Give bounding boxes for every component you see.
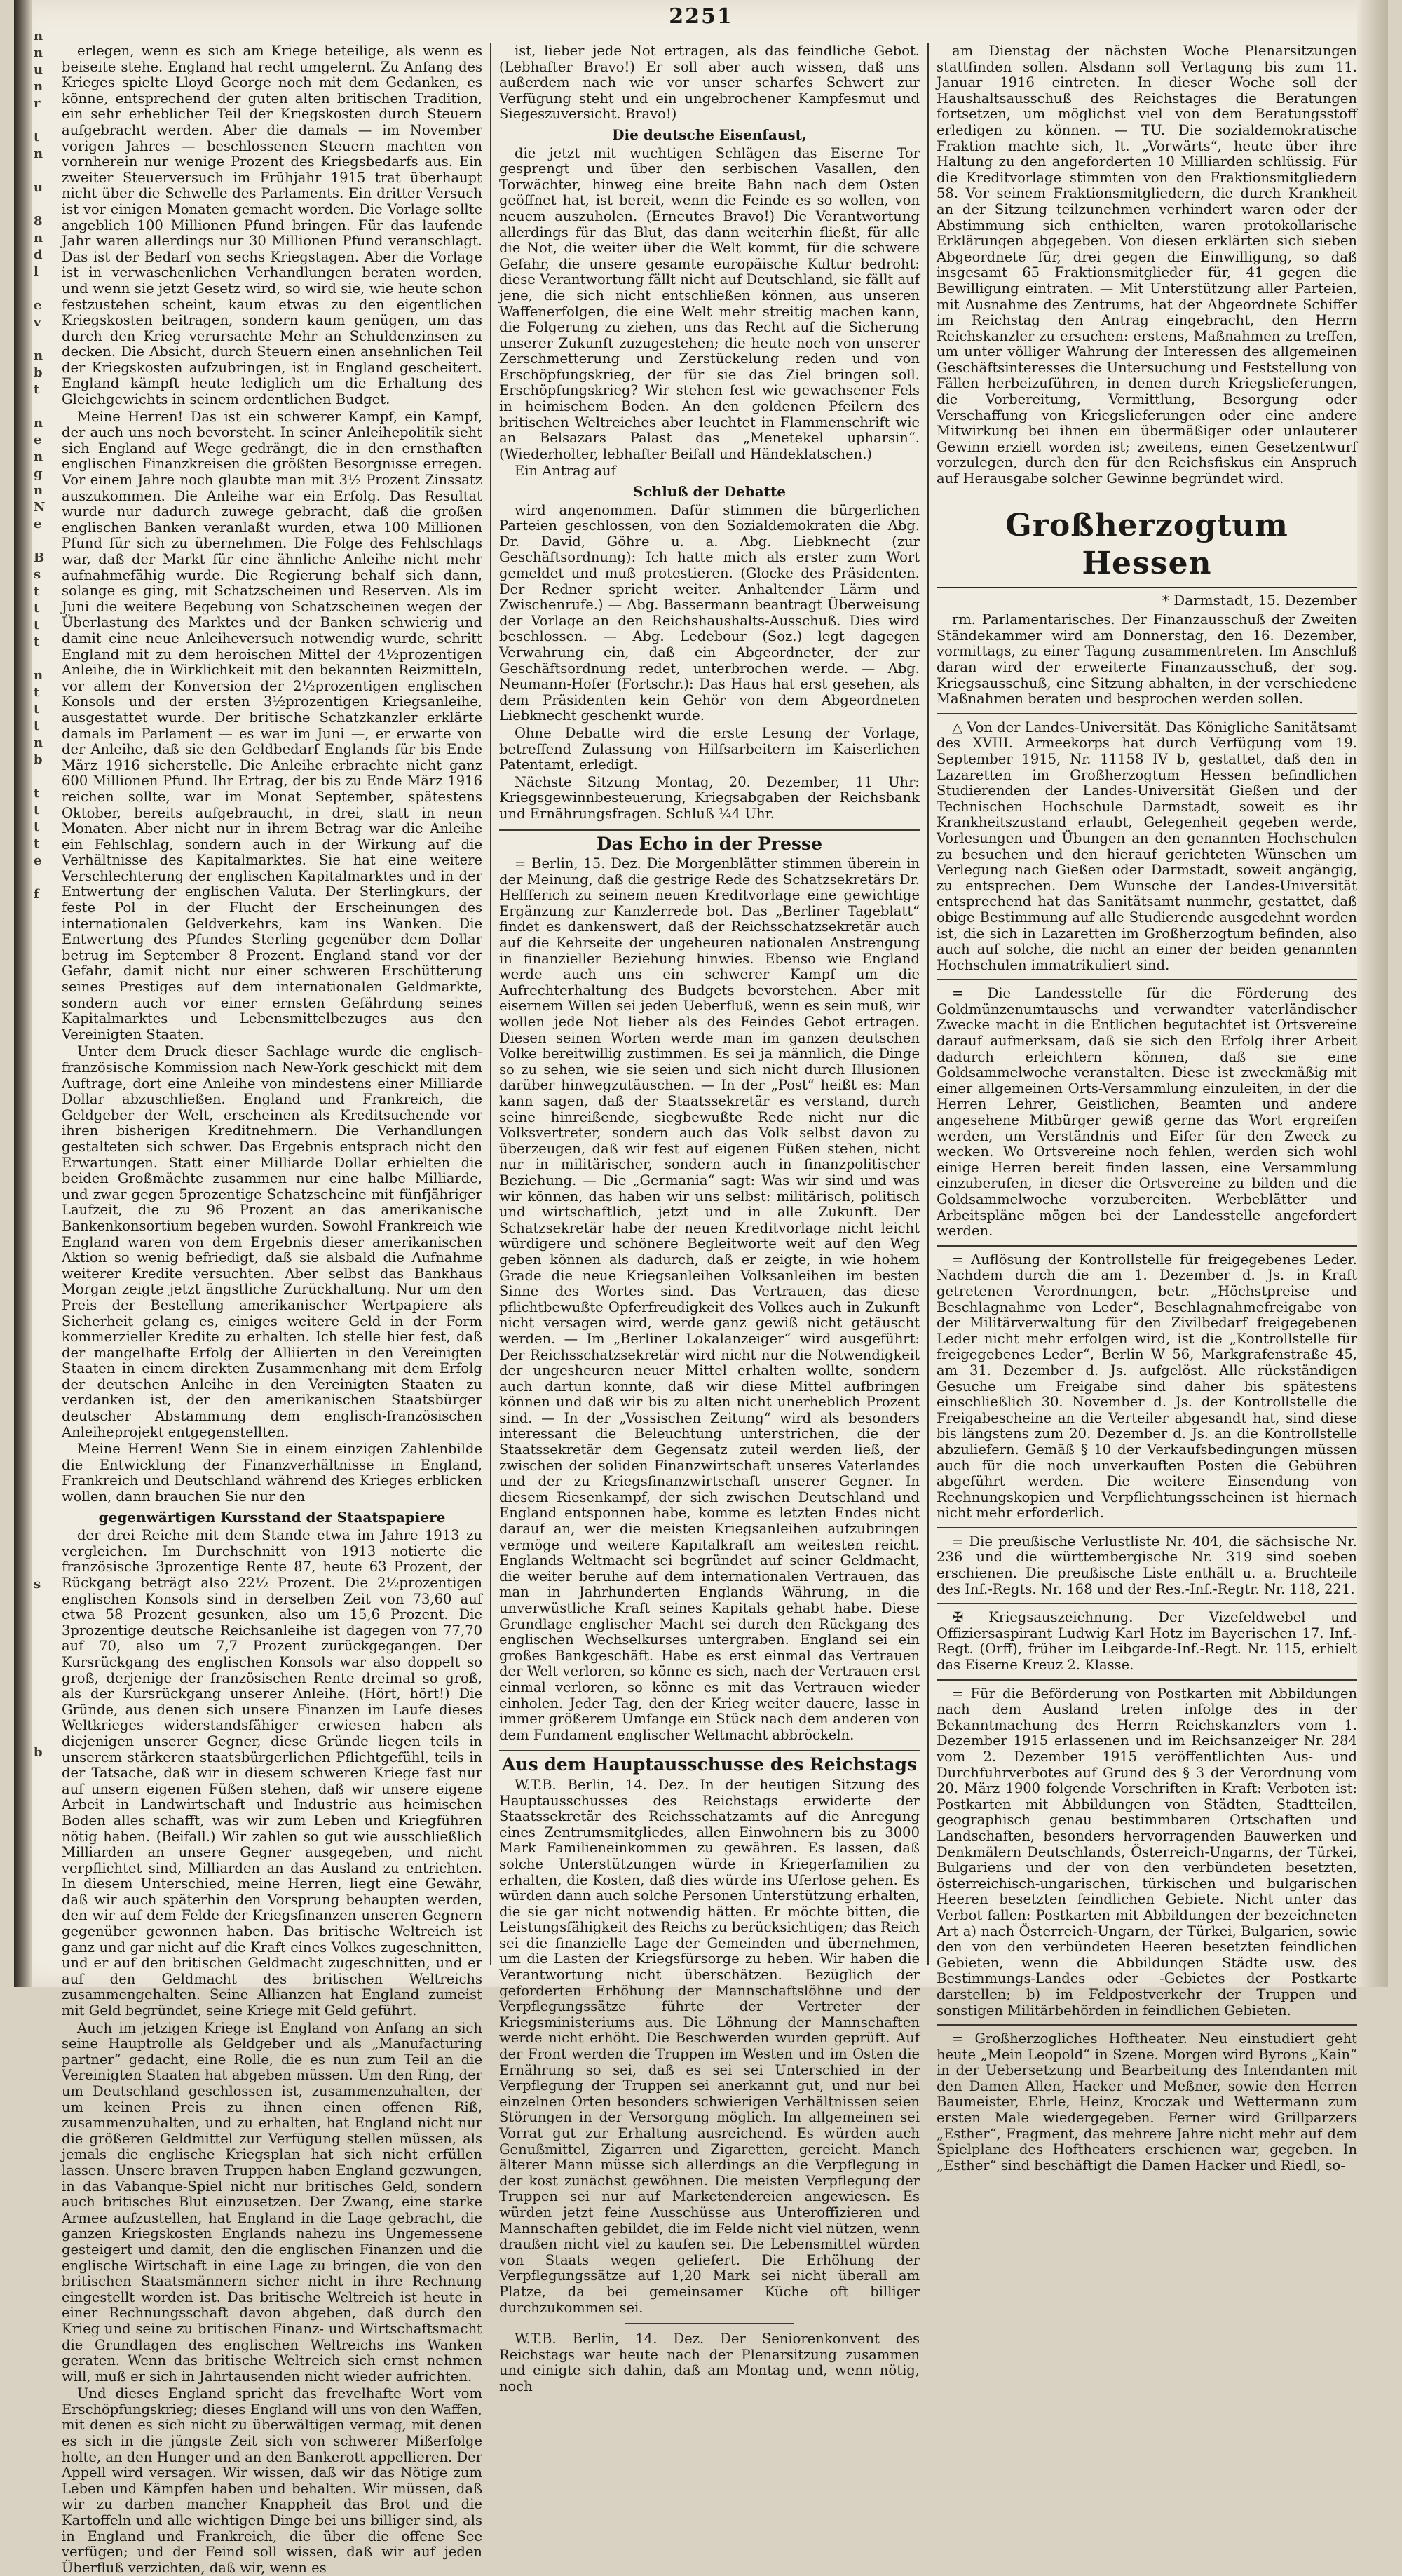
newspaper-page bbox=[14, 0, 1388, 2576]
column-1 bbox=[62, 43, 482, 2576]
paragraph: = Berlin, 15. Dez. Die Morgenblätter stimmen überein in der Meinung, daß die gestrige Rede des Schatzsekretärs Dr. Helfferich zu seinem neuen Kreditvorlage eine gewichtige Ergänzung zur Kanzlerrede bot. Das „Berliner Tageblatt“ findet es dankenswert, daß der Reichsschatzsekretär auch auf die Kehrseite der ungeheuren nationalen Anstrengung in finanzieller Beziehung hinwies. Ebenso wie England werde auch uns ein schwerer Kampf um die Aufrechterhaltung des Budgets bevorstehen. Aber mit eisernem Willen sei jeden Ueberfluß, wenn es sein muß, wir wollen jede Not lieber als des Feindes Gebot ertragen. Diesen seinen Worten werde man im ganzen deutschen Volke bereitwillig zustimmen. Es sei ja männlich, die Dinge so zu sehen, wie sie seien und sich nicht durch Illusionen darüber hinwegzutäuschen. — In der „Post“ heißt es: Man kann sagen, daß der Staatssekretär es verstand, durch seine hinreißende, siegbewußte Rede nicht nur die Volksvertreter, sondern auch das Volk selbst davon zu überzeugen, daß wir fest auf eigenen Füßen stehen, nicht nur in militärischer, sondern auch in finanzpolitischer Beziehung. — Die „Germania“ sagt: Was wir sind und was wir können, das haben wir uns selbst: militärisch, politisch und wirtschaftlich, jetzt und in alle Zukunft. Der Schatzsekretär habe der neuen Kreditvorlage nicht leicht würdigere und schönere Begleitworte weit auf den Weg geben können als dadurch, daß er zeigte, in wie hohem Grade die neue Kriegsanleihen Volksanleihen im besten Sinne des Wortes sind. Das Vertrauen, das diese pflichtbewußte Opferfreudigkeit des Volkes auch in Zukunft nicht versagen wird, werde ganz gewiß nicht getäuscht werden. — Im „Berliner Lokalanzeiger“ wird ausgeführt: Der Reichsschatzsekretär wird nicht nur die Notwendigkeit der ungesheuren neuer Mittel erhalten wollte, sondern auch dartun konnte, daß wir diese Mittel aufbringen können und daß wir bis zu alten nicht unerheblich Prozent sind. — In der „Vossischen Zeitung“ wird als besonders interessant die Beleuchtung unterstrichen, die der Staatssekretär dem Gegensatz zuteil werden ließ, der zwischen der soliden Finanzwirtschaft unseres Vaterlandes und der zu Kriegsfinanzwirtschaft unserer Gegner. In diesem Riesenkampf, der sich zwischen Deutschland und England entsponnen habe, komme es letzten Endes nicht darauf an, wer die meisten Kriegsanleihen aufzubringen vermöge und weitere Kapitalkraft am weitesten reicht. Englands Weltmacht sei begründet auf seiner Geldmacht, die weiter beruhe auf dem internationalen Vertrauen, das man in Jahrhunderten Englands Währung, in die unverwüstliche Kraft seines Kapitals gehabt habe. Diese Grundlage englischer Macht sei durch den Rückgang des englischen Wechselkurses untergraben. England sei ein großes Bankgeschäft. Habe es erst einmal das Vertrauen der Welt verloren, so könne es sich, nach der Vertrauen erst einmal verloren, so könne es mit das Vertrauen wieder einholen. Jeder Tag, den der Krieg weiter dauere, lasse in immer größerem Umfange ein Stück nach dem anderen von dem Fundament englischer Weltmacht abbröckeln. bbox=[499, 855, 920, 1743]
paragraph: rm. Parlamentarisches. Der Finanzausschuß der Zweiten Ständekammer wird am Donnerstag, den 16. Dezember, vormittags, zu einer Tagung zusammentreten. Im Anschluß daran wird der erweiterte Finanzausschuß, der sog. Kriegsausschuß, eine Sitzung abhalten, in der verschiedene Maßnahmen beraten und besprochen werden sollen. bbox=[937, 611, 1357, 707]
paragraph: = Die Landesstelle für die Förderung des Goldmünzenumtauschs und verwandter vaterländischer Zwecke macht in die Entlichen begutachtet ist Ortsvereine darauf aufmerksam, daß sie sich den Erfolg ihrer Arbeit dadurch erleichtern können, daß sie eine Goldsammelwoche veranstalten. Diese ist zweckmäßig mit einer allgemeinen Orts-Versammlung einzuleiten, in der die Herren Lehrer, Geistlichen, Beamten und andere angesehene Mitbürger gewiß gerne das Wort ergreifen werden, um Verständnis und Eifer für den Zweck zu wecken. Wo Ortsvereine noch fehlen, werden sich wohl einige Herren bereit finden lassen, eine Versammlung einzuberufen, in dieser die Ortsvereine zu bilden und die Goldsammelwoche vorzubereiten. Werbeblätter und Arbeitspläne mögen bei der Landesstelle angefordert werden. bbox=[937, 985, 1357, 1240]
divider bbox=[937, 1679, 1357, 1681]
paragraph: = Für die Beförderung von Postkarten mit Abbildungen nach dem Ausland treten infolge des in der Bekanntmachung des Herrn Reichskanzlers vom 1. Dezember 1915 erlassenen und im Reichsanzeiger Nr. 284 vom 2. Dezember 1915 veröffentlichten Aus- und Durchfuhrverbotes auf Grund des § 3 der Verordnung vom 20. März 1900 folgende Vorschriften in Kraft: Verboten ist: Postkarten mit Abbildungen von Städten, Stadtteilen, geographisch genau bestimmbaren Ortschaften und Landschaften, besonders hervorragenden Bauwerken und Denkmälern Deutschlands, Österreich-Ungarns, der Türkei, Bulgariens und der von den verbündeten besetzten, österreichisch-ungarischen, türkischen und bulgarischen Heeren besetzten feindlichen Gebiete. Nicht unter das Verbot fallen: Postkarten mit Abbildungen der bezeichneten Art a) nach Österreich-Ungarn, der Türkei, Bulgarien, sowie den von den verbündeten Heeren besetzten feindlichen Gebieten, wenn die Abbildungen Städte usw. des Bestimmungs-Landes oder -Gebietes der Postkarte darstellen; b) im Feldpostverkehr der Truppen und sonstigen Militärbehörden in feindlichen Gebieten. bbox=[937, 1685, 1357, 2019]
paragraph: = Die preußische Verlustliste Nr. 404, die sächsische Nr. 236 und die württembergische Nr. 319 sind soeben erschienen. Die preußische Liste enthält u. a. Bruchteile des Inf.-Regts. Nr. 168 und der Res.-Inf.-Regtr. Nr. 118, 221. bbox=[937, 1533, 1357, 1597]
paragraph: ist, lieber jede Not ertragen, als das feindliche Gebot. (Lebhafter Bravo!) Er soll aber auch wissen, daß uns außerdem nach wie vor unser scharfes Schwert zur Verfügung steht und ein ungebrochener Kampfesmut und Siegeszuversicht. Bravo!) bbox=[499, 43, 920, 123]
paragraph: wird angenommen. Dafür stimmen die bürgerlichen Parteien geschlossen, von den Sozialdemokraten die Abg. Dr. David, Göhre u. a. Abg. Liebknecht (zur Geschäftsordnung): Ich hatte mich als erster zum Wort gemeldet und muß protestieren. (Glocke des Präsidenten. Der Redner spricht weiter. Anhaltender Lärm und Zwischenrufe.) — Abg. Bassermann beantragt Überweisung der Vorlage an den Reichshaushalts-Ausschuß. Dies wird beschlossen. — Abg. Ledebour (Soz.) legt dagegen Verwahrung ein, daß ein Abgeordneter, der zur Geschäftsordnung redet, unterbrochen werde. — Abg. Neumann-Hofer (Fortschr.): Das Haus hat erst gesehen, als dem Präsidenten kein Gehör von dem Abgeordneten Liebknecht geschenkt wurde. bbox=[499, 501, 920, 724]
paragraph: Meine Herren! Wenn Sie in einem einzigen Zahlenbilde die Entwicklung der Finanzverhältnisse in England, Frankreich und Deutschland während des Krieges erblicken wollen, dann brauchen Sie nur den bbox=[62, 1441, 482, 1505]
subheading: gegenwärtigen Kursstand der Staatspapiere bbox=[98, 1508, 446, 1526]
column-rule bbox=[927, 43, 929, 1965]
section-title-hessen: Großherzogtum Hessen bbox=[937, 499, 1357, 588]
paragraph: Ohne Debatte wird die erste Lesung der Vorlage, betreffend Zulassung von Hilfsarbeitern im Kaiserlichen Patentamt, erledigt. bbox=[499, 724, 920, 773]
dateline: * Darmstadt, 15. Dezember bbox=[1162, 591, 1357, 609]
divider bbox=[937, 1603, 1357, 1604]
paragraph: Auch im jetzigen Kriege ist England von Anfang an sich seine Hauptrolle als Geldgeber und als „Manufacturing partner“ gedacht, eine Rolle, die es nun zum Teil an die Vereinigten Staaten hat abgeben müssen. Um den Ring, der um Deutschland geschlossen ist, zusammenzuhalten, der um keinen Preis zu ihnen einen offenen Riß, zusammenzuhalten, und zu erhalten, hat England nicht nur die größeren Geldmittel zur Verfügung stellen müssen, als jemals die englische Kriegsplan hat sich nicht erfüllen lassen. Unsere braven Truppen haben England gezwungen, in das Vabanque-Spiel nicht nur britisches Geld, sondern auch britisches Blut einzusetzen. Der Zwang, eine starke Armee aufzustellen, hat England in die Lage gebracht, die ganzen Kriegskosten Englands nahezu ins Ungemessene gesteigert und damit, den die englischen Finanzen und die englische Wirtschaft in eine Lage zu bringen, die von den britischen Staatsmännern sicher nicht in ihre Rechnung eingestellt worden ist. Das britische Weltreich ist heute in einer Rechnungsschaft davon abgeben, daß durch den Krieg und seine zu britischen Finanz- und Wirtschaftsmacht die Grundlagen des englischen Weltreichs ins Wanken geraten. Wenn das britische Weltreich sich ernst nehmen will, muß er sich in Jahrtausenden nicht wieder aufrichten. bbox=[62, 2019, 482, 2385]
paragraph: Unter dem Druck dieser Sachlage wurde die englisch-französische Kommission nach New-York geschickt mit dem Auftrage, dort eine Anleihe von mindestens einer Milliarde Dollar abzuschließen. England und Frankreich, die Geldgeber der Welt, erscheinen als Kreditsuchende vor ihren bisherigen Kreditnehmern. Die Verhandlungen gestalteten sich schwer. Das Ergebnis entsprach nicht den Erwartungen. Statt einer Milliarde Dollar erhielten die beiden Großmächte zusammen nur eine halbe Milliarde, und zwar gegen 5prozentige Schatzscheine mit fünfjähriger Laufzeit, die zu 96 Prozent an das amerikanische Bankenkonsortium begeben wurden. Sowohl Frankreich wie England waren von dem Ergebnis dieser amerikanischen Aktion so wenig befriedigt, daß sie alsbald die Aufnahme weiterer Kredite versuchten. Aber selbst das Bankhaus Morgan zeigte jetzt ängstliche Zurückhaltung. Nur um den Preis der Bestellung amerikanischer Wertpapiere als Sicherheit gelang es, einiges weitere Geld in der Form kommerzieller Kredite zu erhalten. Ich stelle hier fest, daß der mangelhafte Erfolg der Alliierten in den Vereinigten Staaten in einem direkten Zusammenhang mit dem Erfolg der deutschen Anleihe in den Vereinigten Staaten zu verdanken ist, der den amerikanischen Staatsbürger deutscher Abstammung dem englisch-französischen Anleiheprojekt entgegenstellten. bbox=[62, 1043, 482, 1440]
column-3 bbox=[937, 43, 1357, 2174]
paragraph: Meine Herren! Das ist ein schwerer Kampf, ein Kampf, der auch uns noch bevorsteht. In seiner Anleihepolitik sieht sich England auf Wege gedrängt, die in den ernsthaften englischen Finanzkreisen die größten Besorgnisse erregen. Vor einem Jahre noch glaubte man mit 3½ Prozent Zinssatz auszukommen. Die Anleihe war ein Erfolg. Das Resultat wurde nur dadurch zuwege gebracht, daß die großen englischen Banken veranlaßt wurden, etwa 100 Millionen Pfund für sich zu übernehmen. Die Folge des Fehlschlags war, daß der Markt für eine ähnliche Anleihe nicht mehr aufnahmefähig wurde. Die Regierung behalf sich dann, solange es ging, mit Schatzscheinen und Reserven. Als im Juni die weitere Begebung von Schatzscheinen wegen der Überlastung des Marktes und der Banken schwierig und damit eine neue Anleiheversuch notwendig wurde, schritt England mit zu dem heroischen Mittel der 4½prozentigen Anleihe, die in Wirklichkeit mit den bekannten Reizmitteln, vor allem der Konversion der 2½prozentigen englischen Konsols und der ersten 3½prozentigen Kriegsanleihe, ausgestattet wurde. Der britische Schatzkanzler erklärte damals im Parlament — es war im Juni —, er erwarte von der Anleihe, daß sie den Geldbedarf Englands für bis Ende März 1916 sicherstelle. Die Anleihe erbrachte nicht ganz 600 Millionen Pfund. Ihr Ertrag, der bis zu Ende März 1916 reichen sollte, war im Monat September, spätestens Oktober, bereits aufgebraucht, in drei, statt in neun Monaten. Aber nicht nur in ihrem Betrag war die Anleihe ein Fehlschlag, sondern auch in der Wirkung auf die Verhältnisse des Kapitalmarktes. Sie hat eine weitere Verschlechterung der englischen Kapitalmarktes und in der Entwertung der englischen Valuta. Der Sterlingkurs, der feste Pol in der Flucht der Erscheinungen des internationalen Geldverkehrs, kam ins Wanken. Die Entwertung des Pfundes Sterling gegenüber dem Dollar betrug im September 8 Prozent. England stand vor der Gefahr, damit nicht nur einer schweren Erschütterung seines Prestiges auf dem internationalen Geldmarkte, sondern auch vor einer ernsten Gefährdung seines Kapitalmarktes und Lebensmittelbezuges aus den Vereinigten Staaten. bbox=[62, 408, 482, 1043]
adjacent-page-margin: n n u n r t n u 8 n d l e v n b t n e n g n N e B s t t t t n t t t n b t t t t e f s b bbox=[34, 29, 46, 1760]
paragraph: ✠ Kriegsauszeichnung. Der Vizefeldwebel und Offiziersaspirant Ludwig Karl Hotz im Bayerischen 17. Inf.-Regt. (Orff), früher im Leibgarde-Inf.-Regt. Nr. 115, erhielt das Eiserne Kreuz 2. Klasse. bbox=[937, 1609, 1357, 1674]
divider bbox=[937, 713, 1357, 714]
divider bbox=[625, 2323, 794, 2324]
column-2 bbox=[499, 43, 920, 2394]
paragraph: erlegen, wenn es sich am Kriege beteilige, als wenn es beiseite stehe. England hat recht umgelernt. Zu Anfang des Krieges spielte Lloyd George noch mit dem Gedanken, es könne, entsprechend der guten alten britischen Tradition, ein sehr erheblicher Teil der Kriegskosten durch Steuern aufgebracht werden. Aber die damals — im November vorigen Jahres — beschlossenen Steuern machten von vornherein nur wenige Prozent des Kriegsbedarfs aus. Ein zweiter Steuerversuch im Frühjahr 1915 trat überhaupt nicht über die Schwelle des Parlaments. Ein dritter Versuch ist vor einigen Monaten gemacht worden. Die Vorlage sollte angeblich 100 Millionen Pfund bringen. Für das laufende Jahr waren allerdings nur 30 Millionen Pfund veranschlagt. Das ist der Bedarf von sechs Kriegstagen. Aber die Vorlage ist in verwaschenlichen Verhandlungen beraten worden, und wenn sie jetzt Gesetz wird, so wird sie, wie heute schon festzustehen scheint, kaum etwas zu den eigentlichen Kriegskosten beitragen, sondern kaum genügen, um das durch den Krieg verursachte Mehr an Schuldenzinsen zu decken. Die Absicht, durch Steuern einen ansehnlichen Teil der Kriegskosten aufzubringen, ist in England gescheitert. England kämpft heute lediglich um die Erhaltung des Gleichgewichts in seinem ordentlichen Budget. bbox=[62, 43, 482, 408]
paragraph: am Dienstag der nächsten Woche Plenarsitzungen stattfinden sollen. Alsdann soll Vertagung bis zum 11. Januar 1916 eintreten. In dieser Woche soll der Haushaltsausschuß des Reichstages die Beratungen fortsetzen, um möglichst viel von dem Beratungsstoff erledigen zu können. — TU. Die sozialdemokratische Fraktion machte sich, lt. „Vorwärts“, heute über ihre Haltung zu den angeforderten 10 Milliarden schlüssig. Für die Kreditvorlage stimmten von den Fraktionsmitgliedern 58. Vor seinem Fraktionsmitgliedern, die durch Krankheit an der Sitzung teilzunehmen verhindert waren oder der Abstimmung sich enthielten, waren protokollarische Erklärungen abgegeben. Von diesen erklärten sich sieben Abgeordnete für, drei gegen die Einwilligung, so daß insgesamt 65 Fraktionsmitglieder für, 41 gegen die Bewilligung eintraten. — Mit Unterstützung aller Parteien, mit Ausnahme des Zentrums, hat der Abgeordnete Schiffer im Reichstag den Antrag eingebracht, den Herrn Reichskanzler zu ersuchen: erstens, Maßnahmen zu treffen, um unter völliger Wahrung der Interessen des allgemeinen Geschäftsinteresses die Untersuchung und Feststellung von Fällen herbeizuführen, in denen durch Kriegslieferungen, die Vorbereitung, Vermittlung, Besorgung oder Verschaffung von Kriegslieferungen oder eine andere Mitwirkung bei ihnen ein übermäßiger oder unlauterer Gewinn erzielt worden ist; zweitens, einen Gesetzentwurf vorzulegen, durch den für den Reichsfiskus ein Anspruch auf Herausgabe solcher Gewinne begründet wird. bbox=[937, 43, 1357, 487]
divider bbox=[937, 1527, 1357, 1528]
binding-gutter bbox=[14, 0, 32, 1987]
section-heading: Aus dem Hauptausschusse des Reichstags bbox=[499, 1750, 920, 1773]
paragraph: Ein Antrag auf bbox=[515, 463, 616, 480]
paragraph: W.T.B. Berlin, 14. Dez. Der Seniorenkonvent des Reichstags war heute nach der Plenarsitzung zusammen und einigte sich dahin, daß am Montag und, wenn nötig, noch bbox=[499, 2331, 920, 2394]
paragraph: △ Von der Landes-Universität. Das Königliche Sanitätsamt des XVIII. Armeekorps hat durch Verfügung vom 19. September 1915, Nr. 11158 IV b, gestattet, daß den in Lazaretten im Großherzogtum Hessen befindlichen Studierenden der Landes-Universität Gießen und der Technischen Hochschule Darmstadt, soweit es ihr Krankheitszustand erlaubt, Gelegenheit gegeben werde, Vorlesungen und Übungen an den genannten Hochschulen zu besuchen und den hierauf gerichteten Wünschen um Verlegung nach Gießen oder Darmstadt, soweit angängig, zu entsprechen. Dem Wunsche der Landes-Universität entsprechend hat das Sanitätsamt nunmehr, gestattet, daß obige Bestimmung auf alle Studierende ausgedehnt worden ist, die sich in Lazaretten im Großherzogtum befinden, also auch auf solche, die nicht an einer der beiden genannten Hochschulen immatrikuliert sind. bbox=[937, 719, 1357, 973]
section-heading: Das Echo in der Presse bbox=[499, 829, 920, 853]
divider bbox=[937, 979, 1357, 980]
paragraph: die jetzt mit wuchtigen Schlägen das Eiserne Tor gesprengt und über den serbischen Vasallen, den Torwächter, hinweg eine breite Bahn nach dem Osten geöffnet hat, ist bereit, wenn die Feinde es so wollen, von neuem auszuholen. (Erneutes Bravo!) Die Verantwortung allerdings für das Blut, das dann weiterhin fließt, für alle die Not, die weiter über die Welt kommt, für die schwere Gefahr, die unsere gesamte europäische Kultur bedroht: diese Verantwortung fällt nicht auf Deutschland, sie fällt auf jene, die sich nicht entschließen können, aus unseren Waffenerfolgen, die eine Welt mehr streitig machen kann, die Folgerung zu ziehen, uns das Recht auf die Sicherung unserer Zukunft zuzugestehen; die heute noch von unserer Zerschmetterung und Zerstückelung reden und von Erschöpfungskrieg, der für sie das Ziel bringen soll. Erschöpfungskrieg? Wir stehen fest wie gewachsener Fels in heimischem Boden. An den goldenen Pfeilern des britischen Weltreiches aber leuchtet in Flammenschrift wie an Belsazars Palast das „Menetekel upharsin“. (Wiederholter, lebhafter Beifall und Händeklatschen.) bbox=[499, 144, 920, 462]
page-number: 2251 bbox=[669, 4, 733, 29]
paragraph: W.T.B. Berlin, 14. Dez. In der heutigen Sitzung des Hauptausschusses des Reichstags erwiderte der Staatssekretär des Reichsschatzamts auf die Anregung eines Zentrumsmitgliedes, allen Einwohnern bis zu 3000 Mark Familieneinkommen zu gewähren. Es lassen, daß solche Unterstützungen würde in Kriegerfamilien zu erhalten, die Kosten, daß dies würde ins Uferlose gehen. Es würden dann auch solche Personen Unterstützung erhalten, die sie gar nicht notwendig hätten. Er möchte bitten, die Leistungsfähigkeit des Reichs zu berücksichtigen; das Reich sei die finanzielle Lage der Gemeinden und übernehmen, um die Lasten der Kriegsfürsorge zu heben. Wir haben die Verantwortung nicht überschätzen. Bezüglich der geforderten Erhöhung der Mannschaftslöhne und der Verpflegungssätze führte der Vertreter der Kriegsministeriums aus. Die Löhnung der Mannschaften werde nicht erhöht. Die Beschwerden wurden geprüft. Auf der Front werden die Truppen im Westen und im Osten die Ernährung so sei, daß es sei sei Unterschied in der Verpflegung der Truppen sei anerkannt gut, und nur bei einzelnen Orten besonders schwierigen Verhältnissen seien Störungen in der Versorgung möglich. Im allgemeinen sei Vorrat gut zur Erhaltung ausreichend. Es würden auch Genußmittel, Zigarren und Zigaretten, gereicht. Manch älterer Mann müsse sich allerdings an die Verpflegung in der kost zunächst gewöhnen. Die meisten Verpflegung der Truppen sei nur auf Marketendereien angewiesen. Es würden jetzt feine Ausschüsse aus Unteroffizieren und Mannschaften gebildet, die im Felde nicht viel nützen, wenn draußen nicht viel zu kaufen sei. Die Lebensmittel würden von Staats wegen geliefert. Die Erhöhung der Verpflegungssätze auf 1,20 Mark sei nicht überall am Platze, da bei gemeinsamer Küche oft billiger durchzukommen sei. bbox=[499, 1776, 920, 2316]
paragraph: = Großherzogliches Hoftheater. Neu einstudiert geht heute „Mein Leopold“ in Szene. Morgen wird Byrons „Kain“ in der Uebersetzung und Bearbeitung des Intendanten mit den Damen Allen, Hacker und Meßner, sowie den Herren Baumeister, Ehrle, Heinz, Kroczak und Wettermann zum ersten Male wiedergegeben. Ferner wird Grillparzers „Esther“, Fragment, das mehrere Jahre nicht mehr auf dem Spielplane des Hoftheaters erschienen war, gegeben. In „Esther“ sind beschäftigt die Damen Hacker und Riedl, so- bbox=[937, 2031, 1357, 2174]
divider bbox=[937, 2024, 1357, 2026]
page-edge bbox=[1357, 0, 1388, 1987]
paragraph: der drei Reiche mit dem Stande etwa im Jahre 1913 zu vergleichen. Im Durchschnitt von 1913 notierte die französische 3prozentige Rente 87, heute 63 Prozent, der Rückgang beträgt also 22½ Prozent. Die 2½prozentigen englischen Konsols sind in derselben Zeit von 73,60 auf etwa 58 Prozent gesunken, also um 15,6 Prozent. Die 3prozentige deutsche Reichsanleihe ist dagegen von 77,70 auf 70, also um 7,7 Prozent zurückgegangen. Der Kursrückgang des englischen Konsols war also doppelt so groß, derjenige der französischen Rente dreimal so groß, als der Kursrückgang unserer Anleihe. (Hört, hört!) Die Gründe, aus denen sich unsere Finanzen im Laufe dieses Weltkrieges widerstandsfähiger erwiesen haben als diejenigen unserer Gegner, diese Gründe liegen teils in unserem stärkeren staatsbürgerlichen Pflichtgefühl, teils in der Tatsache, daß wir in diesem schweren Kriege fast nur auf unsern eigenen Füßen stehen, daß wir unsere eigene Arbeit in Landwirtschaft und Industrie aus heimischen Boden alles schafft, was wir zum Leben und Kriegführen nötig haben. (Beifall.) Wir zahlen so gut wie ausschließlich Milliarden an unsere Gegner ausgegeben, und nicht verpflichtet sind, Milliarden an das Ausland zu entrichten. In diesem Unterschied, meine Herren, liegt eine Gewähr, daß wir auch späterhin den Vorsprung behaupten werden, den wir auf dem Felde der Kriegsfinanzen unseren Gegnern gegenüber gewonnen haben. Das britische Weltreich ist ganz und gar nicht auf die Kraft eines Volkes zugeschnitten, und er auf den britischen Geldmacht zugeschnitten, und er auf den Geldmacht des britischen Weltreichs zusammengehalten. Seine Allianzen hat England zumeist mit Geld begründet, seine Kriege mit Geld geführt. bbox=[62, 1527, 482, 2019]
subheading: Schluß der Debatte bbox=[633, 483, 786, 501]
paragraph: = Auflösung der Kontrollstelle für freigegebenes Leder. Nachdem durch die am 1. Dezember d. Js. in Kraft getretenen Verordnungen, betr. „Höchstpreise und Beschlagnahme von Leder“, Beschlagnahmefreigabe von der Militärverwaltung für den Zivilbedarf freigegebenen Leder nicht mehr erfolgen wird, ist die „Kontrollstelle für freigegebenes Leder“, Berlin W 56, Markgrafenstraße 45, am 31. Dezember d. Js. aufgelöst. Alle rückständigen Gesuche um Freigabe sind daher bis spätestens einschließlich 30. November d. Js. der Kontrollstelle die Freigabescheine an die Verteiler abgesandt hat, sind diese bis längstens zum 20. Dezember d. Js. an die Kontrollstelle abzuliefern. Gemäß § 10 der Verkaufsbedingungen müssen auch für die noch unverkauften Posten die Gebühren abgeführt werden. Die weitere Einsendung von Rechnungskopien und Verpflichtungsscheinen ist hiernach nicht mehr erforderlich. bbox=[937, 1251, 1357, 1521]
paragraph: Nächste Sitzung Montag, 20. Dezember, 11 Uhr: Kriegsgewinnbesteuerung, Kriegsabgaben der Reichsbank und Ernährungsfragen. Schluß ¼4 Uhr. bbox=[499, 773, 920, 822]
divider bbox=[937, 1245, 1357, 1247]
paragraph: Und dieses England spricht das frevelhafte Wort vom Erschöpfungskrieg; dieses England will uns von den Waffen, mit denen es sich nicht zu überwältigen vermag, mit denen es sich in die jüngste Zeit sich von schwerer Mißerfolge holte, an den Hunger und an den Bankerott appellieren. Der Appell wird versagen. Wir wissen, daß wir das Nötige zum Leben und Kämpfen haben und behalten. Wir müssen, daß wir zu darben mancher Knappheit das Brot und die Kartoffeln und alle wichtigen Dinge bei uns billiger sind, als in England und Frankreich, die über die offene See verfügen; und der Feind soll wissen, daß wir auf jeden Überfluß verzichten, daß wir, wenn es bbox=[62, 2385, 482, 2576]
column-rule bbox=[490, 43, 491, 1965]
subheading: Die deutsche Eisenfaust, bbox=[612, 126, 807, 143]
